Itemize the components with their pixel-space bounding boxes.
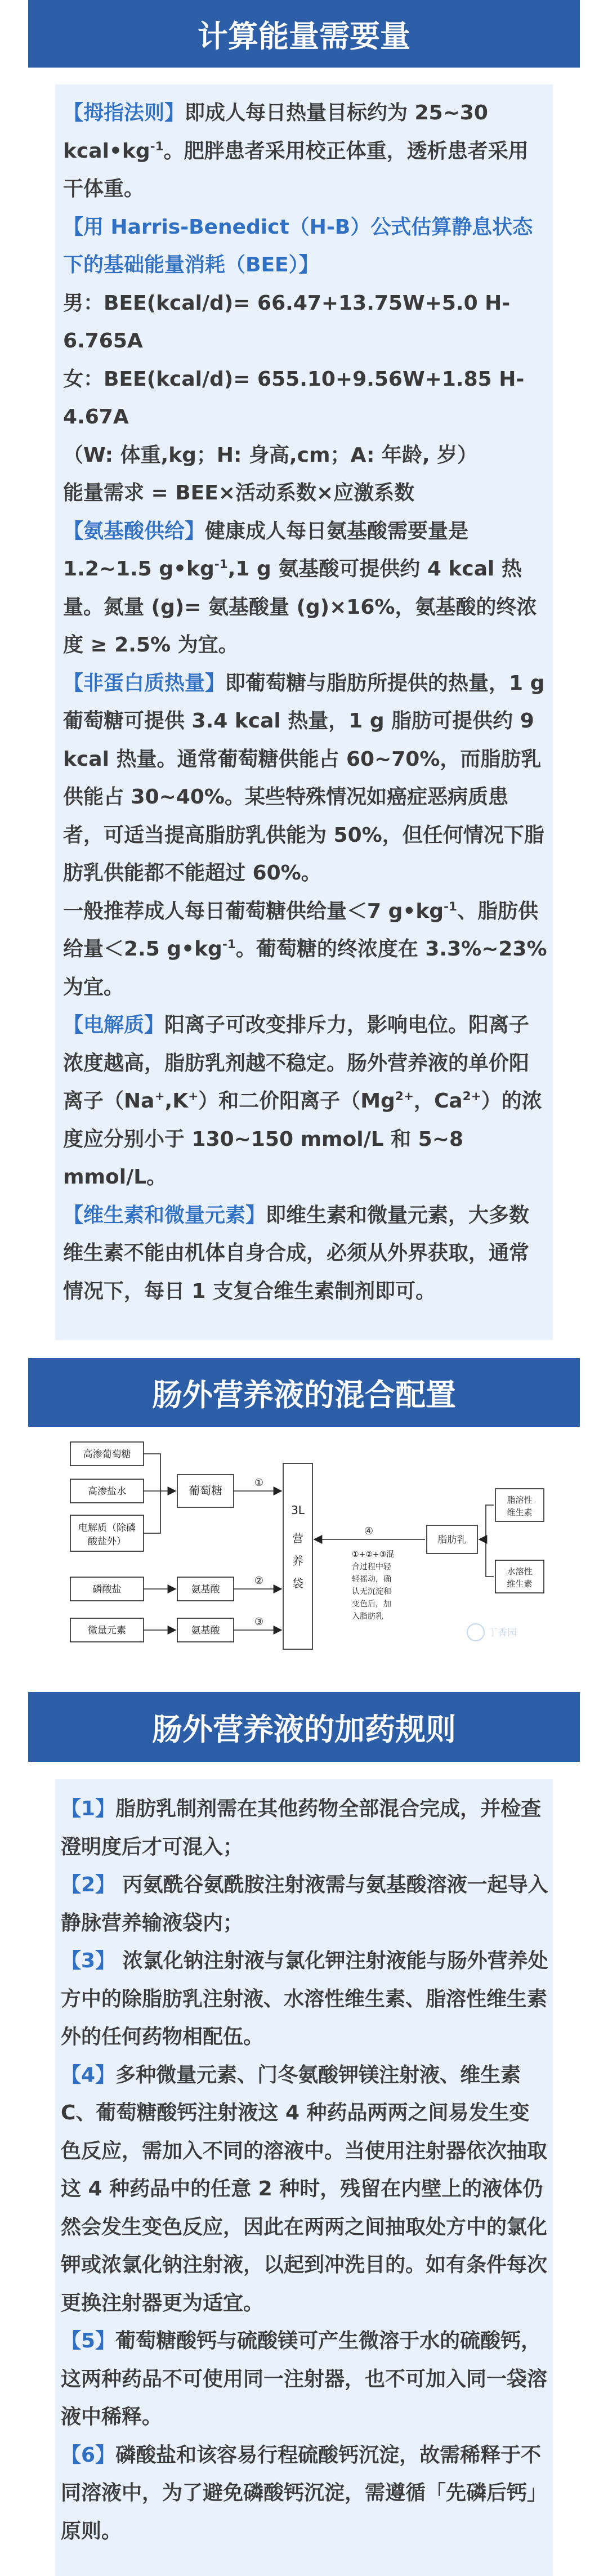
thumb-rule-paragraph [63, 94, 547, 208]
section-title: 计算能量需要量 [198, 18, 410, 54]
section-banner-rules [28, 1692, 580, 1762]
label-fat: 脂肪乳 [437, 1534, 467, 1546]
step-4-marker: ④ [364, 1525, 374, 1537]
formula-units: （W: 体重,kg；H: 身高,cm；A: 年龄, 岁） [63, 443, 478, 467]
rule-text: 葡萄糖酸钙与硫酸镁可产生微溶于水的硫酸钙，这两种药品不可使用同一注射器，也不可加入同一袋溶液中稀释。 [61, 2329, 548, 2428]
el-text5: ）的浓度应分别小于 130~150 mmol/L 和 5~8 mmol/L。 [63, 1090, 542, 1189]
glucose-paragraph [63, 892, 547, 1007]
glucose-text2: 、脂肪供给量＜2.5 g•kg [63, 899, 539, 961]
amino-acid-paragraph [63, 512, 547, 664]
glucose-text3: 。葡萄糖的终浓度在 3.3%~23% 为宜。 [63, 937, 547, 999]
mixing-diagram [59, 1430, 549, 1666]
rule-number: 【4】 [61, 2063, 116, 2087]
rule-text: 磷酸盐和该容易行程硫酸钙沉淀，故需稀释于不同溶液中，为了避免磷酸钙沉淀，需遵循「先磷后钙」原则。 [61, 2443, 548, 2543]
hb-formula-heading: 【用 Harris-Benedict（H-B）公式估算静息状态下的基础能量消耗（BEE）】 [63, 215, 533, 276]
aa-text1: 健康成人每日氨基酸需要量是 1.2~1.5 g•kg [63, 519, 469, 581]
label-high-saline: 高渗盐水 [88, 1486, 126, 1497]
energy-need: 能量需求 = BEE×活动系数×应激系数 [63, 481, 415, 505]
thumb-rule-text2: 。肥胖患者采用校正体重，透析患者采用干体重。 [63, 139, 529, 200]
section-banner-mixing [28, 1358, 580, 1427]
step-1-marker: ① [254, 1477, 264, 1489]
label-amino1: 氨基酸 [191, 1584, 220, 1595]
label-glucose: 葡萄糖 [189, 1484, 222, 1497]
note-line-2: 合过程中轻 [352, 1562, 391, 1572]
step-2-marker: ② [254, 1575, 264, 1587]
rule-text: 多种微量元素、门冬氨酸钾镁注射液、维生素 C、葡萄糖酸钙注射液这 4 种药品两两之间易发生变色反应，需加入不同的溶液中。当使用注射器依次抽取这 4 种药品中的任意 2 种时，残留在内壁上的液体仍然会发生变色反应，因此在两两之间抽取处方中的氯化钾或浓氯化钠注射液，以起到冲洗目的。如有条件每次更换注射器更为适宜。 [61, 2063, 548, 2315]
rule-number: 【3】 [61, 1949, 116, 1972]
label-electrolyte-1: 电解质（除磷 [78, 1523, 136, 1534]
female-formula: 女：BEE(kcal/d)= 655.10+9.56W+1.85 H-4.67A [63, 367, 525, 428]
rule-item [61, 1942, 548, 2056]
thumb-rule-label: 【拇指法则】 [63, 101, 185, 124]
label-fat-vit-1: 脂溶性 [507, 1495, 533, 1505]
amino-acid-label: 【氨基酸供给】 [63, 519, 205, 543]
label-high-glucose: 高渗葡萄糖 [83, 1449, 131, 1460]
label-bag-4: 袋 [292, 1577, 303, 1590]
rule-text: 丙氨酰谷氨酰胺注射液需与氨基酸溶液一起导入静脉营养输液袋内； [61, 1873, 548, 1935]
label-water-vit-1: 水溶性 [507, 1566, 533, 1577]
label-bag-2: 营 [292, 1532, 303, 1545]
rule-text: 浓氯化钠注射液与氯化钾注射液能与肠外营养处方中的除脂肪乳注射液、水溶性维生素、脂溶性维生素外的任何药物相配伍。 [61, 1949, 548, 2048]
section-banner-energy [28, 0, 580, 68]
electrolyte-label: 【电解质】 [63, 1014, 165, 1037]
male-formula: 男：BEE(kcal/d)= 66.47+13.75W+5.0 H-6.765A [63, 291, 511, 352]
section-title: 肠外营养液的加药规则 [152, 1711, 456, 1747]
rule-number: 【5】 [61, 2329, 116, 2352]
note-line-5: 变色后，加 [352, 1600, 391, 1609]
sup: + [154, 1090, 165, 1104]
rule-item [61, 2322, 548, 2436]
note-line-3: 轻摇动，确 [352, 1575, 391, 1584]
sup: -1 [222, 937, 236, 952]
sup: -1 [150, 139, 164, 154]
sup: -1 [214, 557, 228, 572]
watermark-text: 丁香园 [488, 1627, 517, 1639]
sup: -1 [444, 899, 458, 914]
sup: 2+ [462, 1090, 481, 1104]
rules-content [61, 1790, 548, 2550]
nonprotein-paragraph [63, 664, 547, 892]
note-line-4: 认无沉淀和 [352, 1587, 391, 1596]
aa-text2: ,1 g 氨基酸可提供约 4 kcal 热量。氮量 (g)= 氨基酸量 (g)×16%，氨基酸的终浓度 ≥ 2.5% 为宜。 [63, 557, 537, 657]
label-fat-vit-2: 维生素 [507, 1507, 533, 1517]
thumb-rule-text: 即成人每日热量目标约为 25~30 kcal•kg [63, 101, 488, 163]
el-text1: 阳离子可改变排斥力，影响电位。阳离子浓度越高，脂肪乳剂越不稳定。肠外营养液的单价阳离子（Na [63, 1014, 530, 1113]
vitamin-paragraph [63, 1197, 547, 1311]
rule-item [61, 1790, 548, 1866]
vit-text: 即维生素和微量元素，大多数维生素不能由机体自身合成，必须从外界获取，通常情况下，每日 1 支复合维生素制剂即可。 [63, 1203, 530, 1303]
step-3-marker: ③ [254, 1616, 264, 1628]
label-bag-1: 3L [291, 1503, 305, 1517]
label-electrolyte-2: 酸盐外） [88, 1536, 126, 1547]
label-water-vit-2: 维生素 [507, 1579, 533, 1589]
rule-text: 脂肪乳制剂需在其他药物全部混合完成，并检查澄明度后才可混入； [61, 1797, 542, 1859]
glucose-text1: 一般推荐成人每日葡萄糖供给量＜7 g•kg [63, 899, 444, 923]
note-line-1: ①+②+③混 [352, 1550, 395, 1559]
rule-number: 【2】 [61, 1873, 116, 1896]
energy-content [63, 94, 547, 1310]
mixing-flow-svg [59, 1430, 549, 1666]
note-line-6: 入脂肪乳 [352, 1612, 383, 1621]
section-title: 肠外营养液的混合配置 [152, 1377, 456, 1413]
label-trace: 微量元素 [88, 1625, 126, 1636]
rule-number: 【1】 [61, 1797, 116, 1820]
np-text: 即葡萄糖与脂肪所提供的热量，1 g 葡萄糖可提供 3.4 kcal 热量，1 g 脂肪可提供约 9 kcal 热量。通常葡萄糖供能占 60~70%，而脂肪乳供能占 30~40%。某些特殊情况如癌症恶病质患者，可适当提高脂肪乳供能为 50%，但任何情况下脂肪乳供能都不能超过 60%。 [63, 671, 545, 885]
sup: + [188, 1090, 199, 1104]
el-text3: ）和二价阳离子（Mg [198, 1090, 395, 1113]
rule-item [61, 1866, 548, 1942]
rule-item [61, 2436, 548, 2551]
el-text2: ,K [164, 1090, 189, 1113]
label-phosphate: 磷酸盐 [92, 1584, 122, 1595]
label-bag-3: 养 [292, 1554, 303, 1568]
vitamin-label: 【维生素和微量元素】 [63, 1203, 266, 1227]
el-text4: ，Ca [413, 1090, 463, 1113]
label-amino2: 氨基酸 [191, 1625, 220, 1636]
sup: 2+ [395, 1090, 414, 1104]
nonprotein-label: 【非蛋白质热量】 [63, 671, 226, 695]
rule-number: 【6】 [61, 2443, 116, 2467]
rule-item [61, 2056, 548, 2323]
electrolyte-paragraph [63, 1006, 547, 1197]
